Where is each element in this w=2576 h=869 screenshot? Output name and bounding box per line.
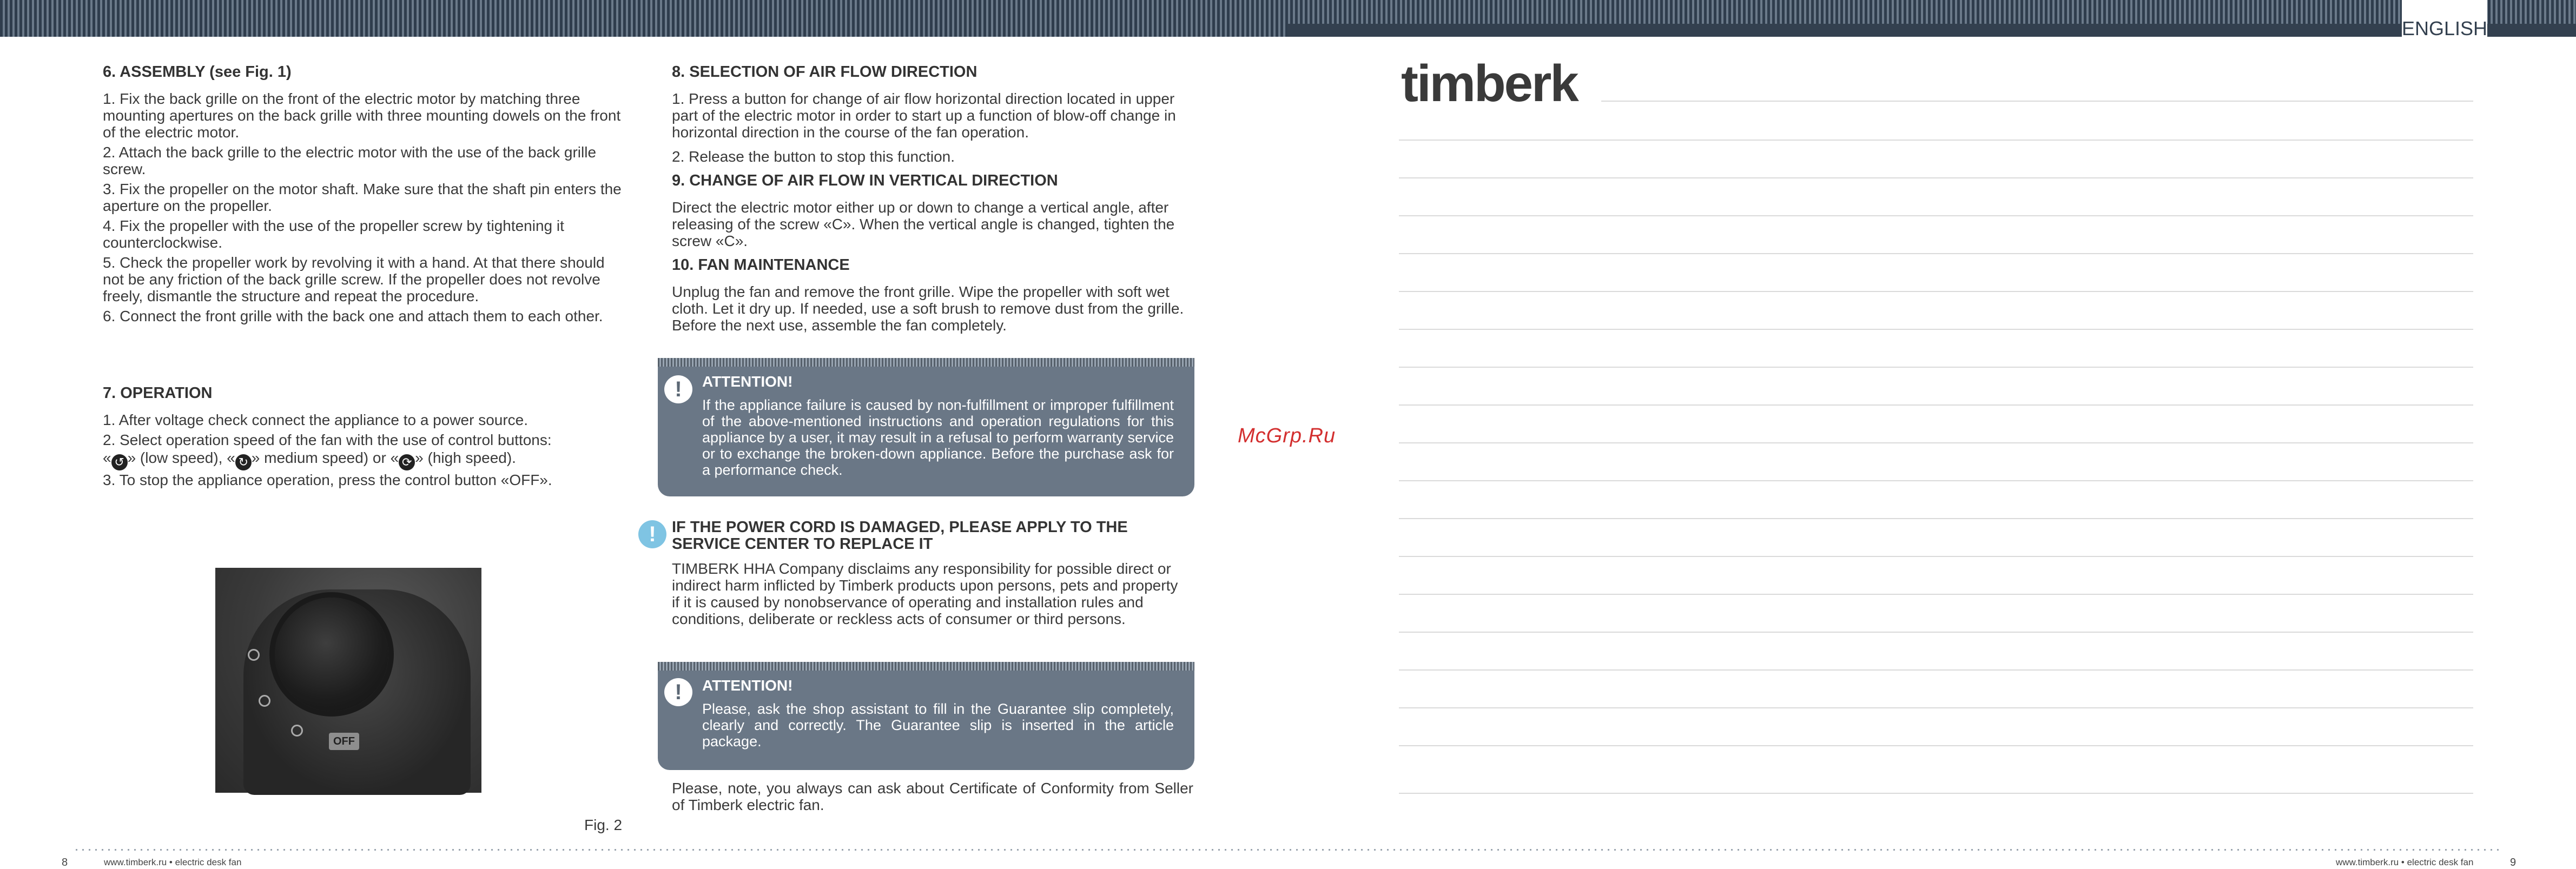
attention-box	[658, 358, 1194, 496]
language-label: ENGLISH	[2402, 0, 2487, 43]
assembly-step: 6. Connect the front grille with the back one and attach them to each other.	[103, 308, 603, 324]
notes-line	[1399, 253, 2473, 254]
watermark: McGrp.Ru	[1238, 424, 1336, 447]
attention-stripe	[658, 662, 1194, 671]
conformity-note: Please, note, you always can ask about Certificate of Conformity from Seller of Timberk electric fan.	[672, 780, 1193, 813]
footer-dotted-line	[76, 849, 2499, 851]
medium-speed-icon: ↻	[235, 454, 252, 470]
power-cord-text: TIMBERK HHA Company disclaims any responsibility for possible direct or indirect harm inflicted by Timberk products upon persons, pets and property if it is caused by nonobservance of operating and installation rules and conditions, deliberate or reckless acts of consumer or third persons.	[672, 560, 1178, 627]
assembly-step: 5. Check the propeller work by revolving it with a hand. At that there should not be any friction of the back grille screw. If the propeller does not revolve freely, dismantle the structure and repeat the procedure.	[103, 254, 605, 304]
notes-line	[1399, 669, 2473, 671]
operation-speeds: « ↺ » (low speed), « ↻ » medium speed) or « ⟳ » (high speed).	[103, 449, 622, 470]
assembly-step: 3. Fix the propeller on the motor shaft. Make sure that the shaft pin enters the aperture on the propeller.	[103, 181, 622, 214]
power-cord-section	[672, 519, 1186, 631]
page-number-left: 8	[62, 857, 68, 868]
notes-line	[1399, 442, 2473, 443]
assembly-step: 1. Fix the back grille on the front of the electric motor by matching three mounting apertures on the back grille with three mounting dowels on the front of the electric motor.	[103, 90, 621, 141]
assembly-heading: 6. ASSEMBLY (see Fig. 1)	[103, 63, 292, 81]
notes-line	[1399, 707, 2473, 708]
notes-line	[1399, 594, 2473, 595]
notes-line	[1399, 291, 2473, 292]
notes-line	[1399, 556, 2473, 557]
brand-logo: timberk	[1401, 55, 1577, 112]
power-cord-heading: IF THE POWER CORD IS DAMAGED, PLEASE APPLY TO THE SERVICE CENTER TO REPLACE IT	[672, 519, 1128, 553]
footer-website-right[interactable]: www.timberk.ru • electric desk fan	[2336, 857, 2474, 867]
notes-line	[1399, 329, 2473, 330]
operation-section	[103, 385, 622, 492]
attention-title: ATTENTION!	[702, 677, 793, 694]
header-solid-band	[1287, 24, 2576, 37]
figure-caption: Fig. 2	[584, 817, 623, 833]
photo-button-dot	[248, 649, 260, 661]
operation-step: 3. To stop the appliance operation, press the control button «OFF».	[103, 472, 552, 488]
maintenance-text: Unplug the fan and remove the front grille. Wipe the propeller with soft wet cloth. Let it dry up. If needed, use a soft brush to remove dust from the grille. Before the next use, assemble the fan completely.	[672, 283, 1184, 334]
info-exclamation-icon: !	[638, 520, 666, 548]
attention-box	[658, 662, 1194, 770]
exclamation-icon: !	[664, 678, 692, 706]
attention-text: Please, ask the shop assistant to fill in the Guarantee slip completely, clearly and correctly. The Guarantee slip is inserted in the article package.	[702, 701, 1174, 749]
low-speed-icon: ↺	[111, 454, 128, 470]
control-panel-photo	[215, 568, 481, 793]
operation-step: 2. Select operation speed of the fan with the use of control buttons:	[103, 432, 552, 448]
notes-line	[1601, 101, 2473, 102]
maintenance-heading: 10. FAN MAINTENANCE	[672, 256, 850, 274]
airflow-vertical-heading: 9. CHANGE OF AIR FLOW IN VERTICAL DIRECTION	[672, 172, 1058, 189]
attention-title: ATTENTION!	[702, 373, 793, 390]
airflow-horizontal-step: 1. Press a button for change of air flow horizontal direction located in upper part of the electric motor in order to start up a function of blow-off change in horizontal direction in the course of the fan operation.	[672, 90, 1176, 141]
notes-line	[1399, 367, 2473, 368]
middle-column	[672, 64, 1186, 337]
notes-line	[1399, 793, 2473, 794]
notes-line	[1399, 215, 2473, 216]
exclamation-icon: !	[664, 375, 692, 403]
attention-text: If the appliance failure is caused by non-fulfillment or improper fulfillment of the above-mentioned instructions and operation regulations for this appliance by a user, it may result in a refusal to perform warranty service or to exchange the broken-down appliance. Before the purchase ask for a performance check.	[702, 397, 1174, 478]
attention-stripe	[658, 358, 1194, 367]
photo-button-dot	[259, 695, 270, 707]
airflow-vertical-text: Direct the electric motor either up or down to change a vertical angle, after releasing of the screw «C». When the vertical angle is changed, tighten the screw «C».	[672, 199, 1175, 249]
operation-step: 1. After voltage check connect the appliance to a power source.	[103, 412, 529, 428]
high-speed-icon: ⟳	[399, 454, 415, 470]
notes-line	[1399, 480, 2473, 481]
notes-line	[1399, 632, 2473, 633]
assembly-step: 2. Attach the back grille to the electric motor with the use of the back grille screw.	[103, 144, 597, 177]
airflow-horizontal-heading: 8. SELECTION OF AIR FLOW DIRECTION	[672, 63, 977, 81]
notes-line	[1399, 404, 2473, 406]
footer-website-left[interactable]: www.timberk.ru • electric desk fan	[104, 857, 242, 867]
photo-knob	[275, 598, 388, 711]
notes-line	[1399, 140, 2473, 141]
operation-heading: 7. OPERATION	[103, 384, 213, 402]
notes-line	[1399, 177, 2473, 178]
photo-button-dot	[291, 725, 303, 737]
photo-off-label: OFF	[329, 733, 359, 750]
airflow-horizontal-step: 2. Release the button to stop this function.	[672, 148, 955, 165]
notes-line	[1399, 518, 2473, 519]
page-number-right: 9	[2510, 857, 2516, 868]
assembly-step: 4. Fix the propeller with the use of the propeller screw by tightening it counterclockwise.	[103, 217, 564, 251]
notes-line	[1399, 745, 2473, 746]
left-column	[103, 64, 622, 328]
